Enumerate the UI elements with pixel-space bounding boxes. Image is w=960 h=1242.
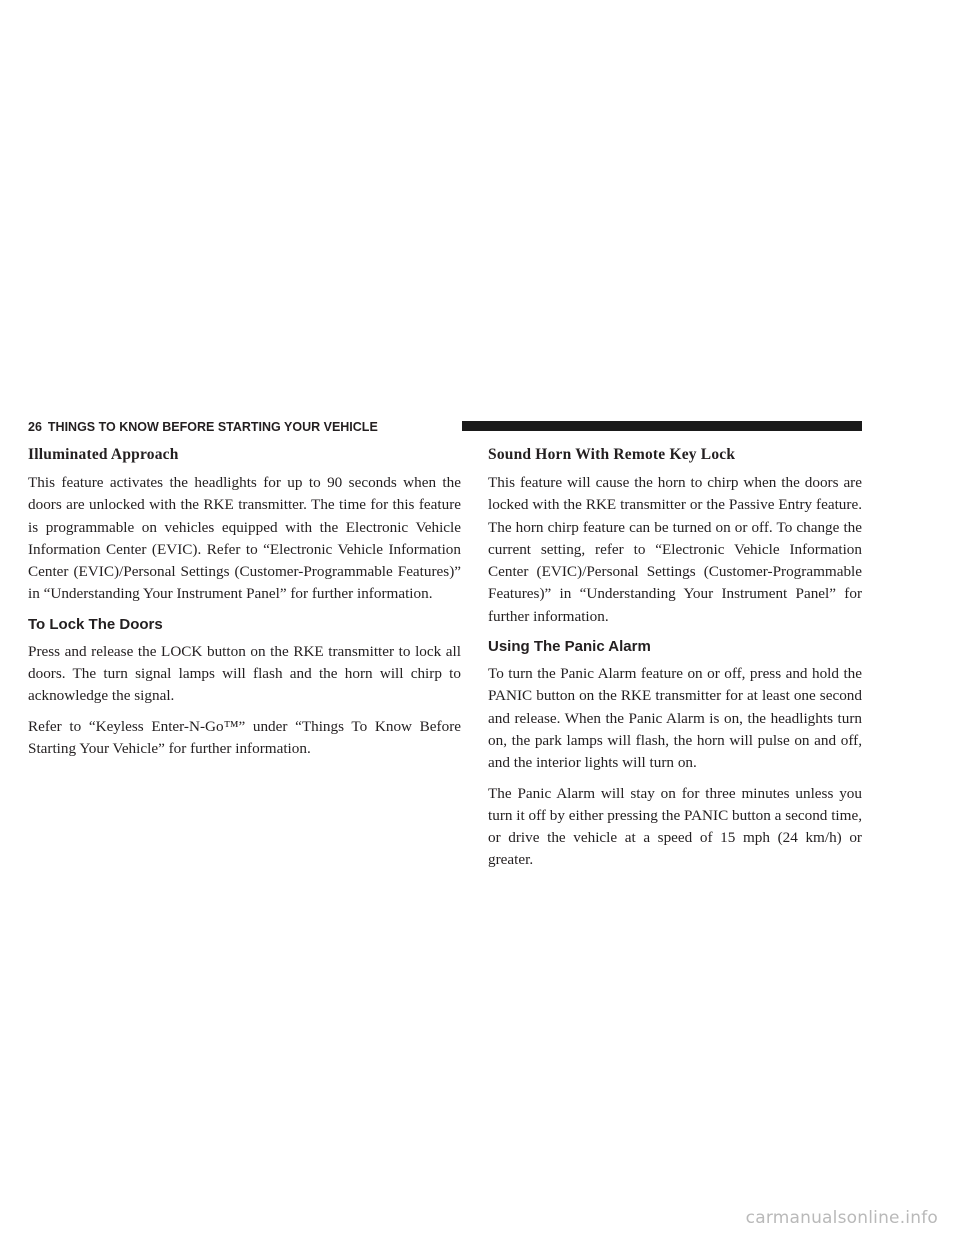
- page-number: 26: [28, 420, 42, 434]
- heading-sound-horn: Sound Horn With Remote Key Lock: [488, 446, 736, 463]
- paragraph-illuminated-approach: This feature activates the headlights for up to 90 seconds when the doors are unlocked with the RKE transmitter. The time for this feature is programmable on vehicles equipped with the Electronic Vehicle Information Center (EVIC). Refer to “Electronic Vehicle Information Center (EVIC)/Personal Settings (Customer-Programmable Features)” in “Understanding Your Instrument Panel” for further information.: [28, 474, 461, 603]
- right-column: [488, 444, 862, 880]
- heading-lock-doors: To Lock The Doors: [28, 615, 163, 633]
- section-title: THINGS TO KNOW BEFORE STARTING YOUR VEHICLE: [47, 420, 378, 434]
- left-column: [28, 444, 461, 768]
- watermark-link[interactable]: carmanualsonline.info: [745, 1208, 938, 1228]
- header-text: [28, 419, 378, 435]
- heading-panic-alarm: Using The Panic Alarm: [488, 638, 651, 656]
- header-rule-bar: [462, 421, 862, 431]
- heading-illuminated-approach: Illuminated Approach: [28, 446, 179, 463]
- paragraph-panic-alarm-1: To turn the Panic Alarm feature on or off, press and hold the PANIC button on the RKE transmitter for at least one second and release. When the Panic Alarm is on, the headlights turn on, the park lamps will flash, the horn will pulse on and off, and the interior lights will turn on.: [488, 665, 862, 772]
- paragraph-sound-horn: This feature will cause the horn to chirp when the doors are locked with the RKE transmitter or the Passive Entry feature. The horn chirp feature can be turned on or off. To change the current setting, refer to “Electronic Vehicle Information Center (EVIC)/Personal Settings (Customer-Programmable Features)” in “Understanding Your Instrument Panel” for further information.: [488, 474, 862, 625]
- paragraph-lock-doors-2: Refer to “Keyless Enter-N-Go™” under “Things To Know Before Starting Your Vehicle” for further information.: [28, 717, 461, 757]
- page-header: [28, 419, 862, 435]
- paragraph-panic-alarm-2: The Panic Alarm will stay on for three minutes unless you turn it off by either pressing the PANIC button a second time, or drive the vehicle at a speed of 15 mph (24 km/h) or greater.: [488, 784, 862, 869]
- paragraph-lock-doors-1: Press and release the LOCK button on the RKE transmitter to lock all doors. The turn signal lamps will flash and the horn will chirp to acknowledge the signal.: [28, 642, 461, 705]
